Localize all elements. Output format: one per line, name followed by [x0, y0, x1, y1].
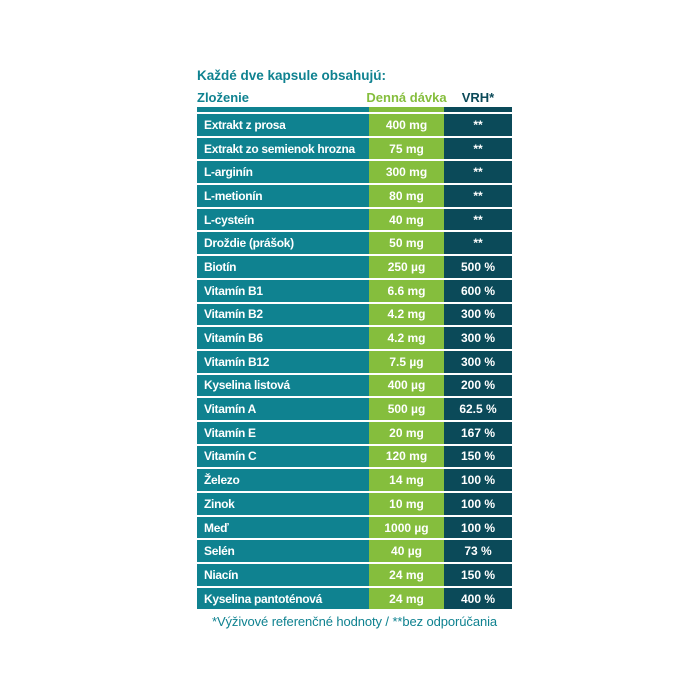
vrh-cell: 73 %: [444, 540, 512, 562]
ingredient-cell: Kyselina listová: [197, 375, 369, 397]
dose-cell: 250 µg: [369, 256, 444, 278]
dose-cell: 6.6 mg: [369, 280, 444, 302]
ingredient-cell: Extrakt zo semienok hrozna: [197, 138, 369, 160]
table-row: [197, 138, 512, 160]
column-header-ingredient: Zloženie: [197, 90, 250, 105]
dose-cell: 50 mg: [369, 232, 444, 254]
ingredient-cell: Vitamín B1: [197, 280, 369, 302]
table-row: [197, 232, 512, 254]
vrh-cell: 100 %: [444, 517, 512, 539]
ingredient-cell: Vitamín B12: [197, 351, 369, 373]
table-row: [197, 114, 512, 136]
dose-cell: 300 mg: [369, 161, 444, 183]
ingredient-cell: Vitamín A: [197, 398, 369, 420]
vrh-cell: 600 %: [444, 280, 512, 302]
table-row: [197, 422, 512, 444]
table-row: [197, 588, 512, 610]
vrh-cell: **: [444, 185, 512, 207]
footnote: *Výživové referenčné hodnoty / **bez odporúčania: [212, 614, 497, 630]
vrh-cell: 200 %: [444, 375, 512, 397]
vrh-cell: 150 %: [444, 564, 512, 586]
dose-cell: 40 mg: [369, 209, 444, 231]
ingredient-cell: Selén: [197, 540, 369, 562]
vrh-cell: 167 %: [444, 422, 512, 444]
ingredient-cell: Droždie (prášok): [197, 232, 369, 254]
vrh-cell: **: [444, 114, 512, 136]
dose-cell: 14 mg: [369, 469, 444, 491]
column-header-daily-dose: Denná dávka: [366, 90, 447, 105]
separator-segment-navy: [444, 107, 512, 112]
vrh-cell: **: [444, 161, 512, 183]
vrh-cell: 62.5 %: [444, 398, 512, 420]
table-row: [197, 185, 512, 207]
vrh-cell: **: [444, 209, 512, 231]
table-row: [197, 256, 512, 278]
ingredient-cell: L-metionín: [197, 185, 369, 207]
supplement-table-panel: [197, 66, 512, 629]
ingredient-cell: Niacín: [197, 564, 369, 586]
vrh-cell: 500 %: [444, 256, 512, 278]
ingredient-cell: Vitamín C: [197, 446, 369, 468]
dose-cell: 400 mg: [369, 114, 444, 136]
dose-cell: 80 mg: [369, 185, 444, 207]
ingredient-cell: Vitamín E: [197, 422, 369, 444]
vrh-cell: 100 %: [444, 493, 512, 515]
vrh-cell: **: [444, 138, 512, 160]
dose-cell: 10 mg: [369, 493, 444, 515]
dose-cell: 1000 µg: [369, 517, 444, 539]
vrh-cell: 100 %: [444, 469, 512, 491]
dose-cell: 400 µg: [369, 375, 444, 397]
table-header-row: [197, 90, 512, 105]
ingredient-cell: L-arginín: [197, 161, 369, 183]
vrh-cell: 300 %: [444, 304, 512, 326]
header-separator-bar: [197, 107, 512, 112]
dose-cell: 120 mg: [369, 446, 444, 468]
dose-cell: 4.2 mg: [369, 327, 444, 349]
vrh-cell: 300 %: [444, 351, 512, 373]
table-row: [197, 351, 512, 373]
dose-cell: 40 µg: [369, 540, 444, 562]
separator-segment-teal: [197, 107, 369, 112]
table-row: [197, 280, 512, 302]
table-row: [197, 398, 512, 420]
table-row: [197, 540, 512, 562]
vrh-cell: 400 %: [444, 588, 512, 610]
ingredient-cell: Železo: [197, 469, 369, 491]
table-row: [197, 209, 512, 231]
table-caption: Každé dve kapsule obsahujú:: [197, 68, 387, 83]
dose-cell: 4.2 mg: [369, 304, 444, 326]
ingredient-cell: Vitamín B2: [197, 304, 369, 326]
table-row: [197, 446, 512, 468]
dose-cell: 7.5 µg: [369, 351, 444, 373]
ingredient-cell: Extrakt z prosa: [197, 114, 369, 136]
vrh-cell: **: [444, 232, 512, 254]
table-body: [197, 114, 512, 609]
table-row: [197, 564, 512, 586]
ingredient-cell: Meď: [197, 517, 369, 539]
ingredient-cell: Zinok: [197, 493, 369, 515]
dose-cell: 24 mg: [369, 564, 444, 586]
column-header-vrh: VRH*: [461, 90, 495, 105]
vrh-cell: 300 %: [444, 327, 512, 349]
dose-cell: 500 µg: [369, 398, 444, 420]
ingredient-cell: Kyselina pantoténová: [197, 588, 369, 610]
dose-cell: 20 mg: [369, 422, 444, 444]
vrh-cell: 150 %: [444, 446, 512, 468]
dose-cell: 24 mg: [369, 588, 444, 610]
table-row: [197, 161, 512, 183]
dose-cell: 75 mg: [369, 138, 444, 160]
ingredient-cell: Biotín: [197, 256, 369, 278]
table-row: [197, 517, 512, 539]
separator-segment-green: [369, 107, 444, 112]
table-row: [197, 304, 512, 326]
table-row: [197, 327, 512, 349]
table-row: [197, 375, 512, 397]
table-row: [197, 493, 512, 515]
table-row: [197, 469, 512, 491]
ingredient-cell: Vitamín B6: [197, 327, 369, 349]
ingredient-cell: L-cysteín: [197, 209, 369, 231]
